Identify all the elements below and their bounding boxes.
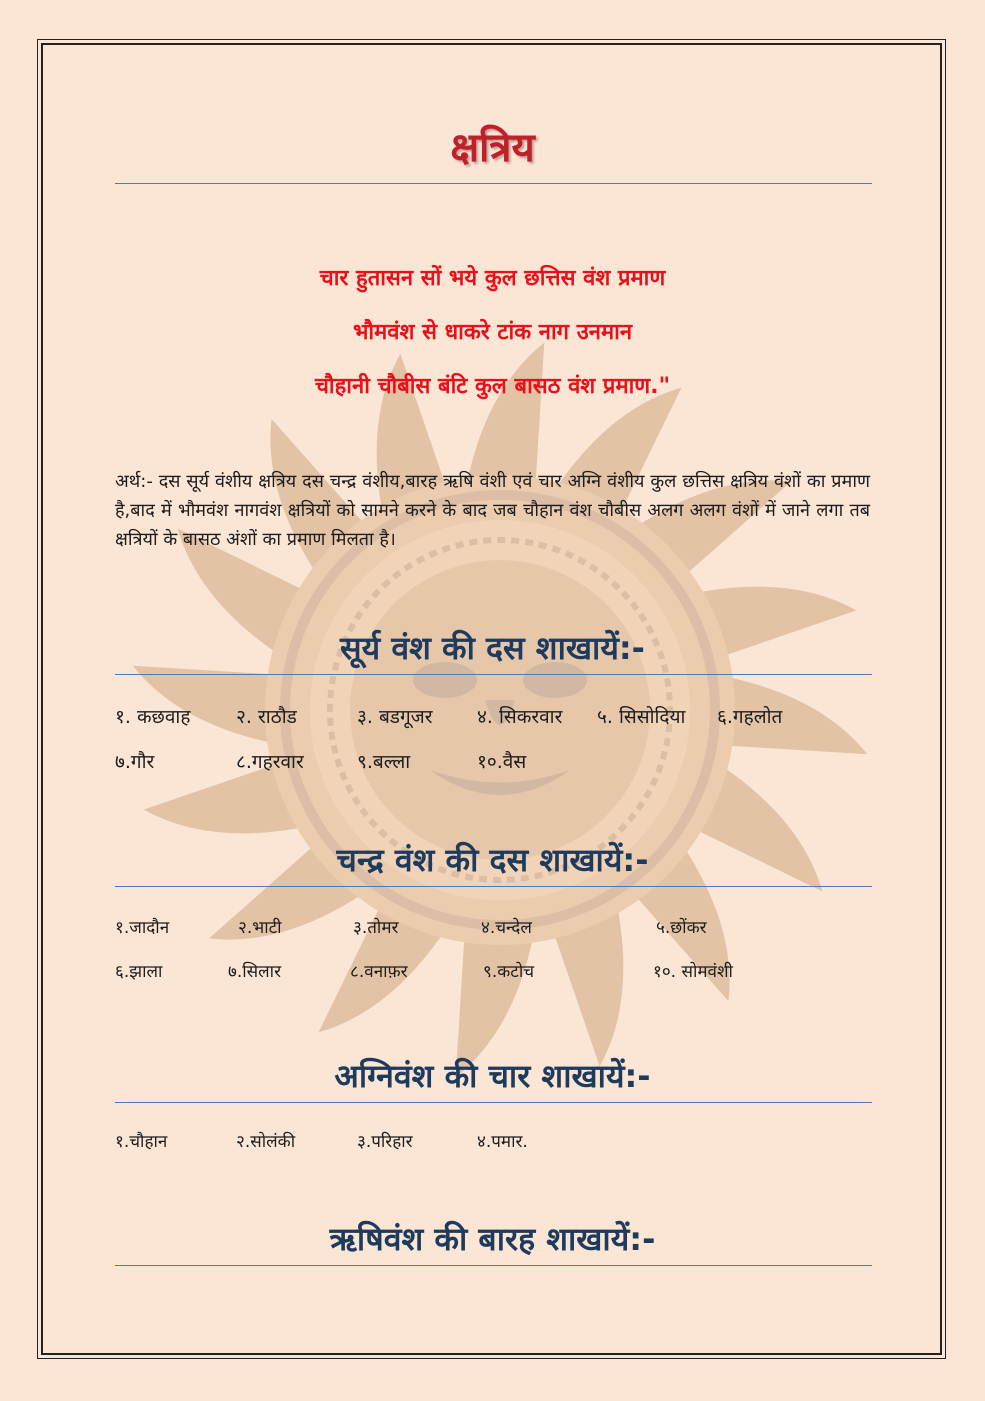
chandra-item: १.जादौन [115, 918, 170, 938]
surya-item: ८.गहरवार [236, 751, 304, 773]
rishi-heading: ऋषिवंश की बारह शाखायें:- [329, 1220, 656, 1258]
surya-item: १०.वैस [477, 751, 527, 773]
chandra-heading: चन्द्र वंश की दस शाखायें:- [336, 841, 649, 879]
surya-heading: सूर्य वंश की दस शाखायें:- [340, 629, 645, 667]
agni-item: १.चौहान [115, 1132, 168, 1152]
chandra-item: ७.सिलार [228, 962, 282, 982]
chandra-item: ३.तोमर [353, 918, 399, 938]
page-title: क्षत्रिय [450, 125, 535, 171]
chandra-item: ५.छोंकर [656, 918, 707, 938]
surya-divider [115, 674, 872, 675]
agni-item: ४.पमार. [477, 1132, 528, 1152]
verse-line-2: भौमवंश से धाकरे टांक नाग उनमान [352, 320, 633, 345]
surya-item: ५. सिसोदिया [597, 706, 686, 728]
rishi-divider [115, 1265, 872, 1266]
chandra-item: ६.झाला [115, 962, 163, 982]
verse-line-3: चौहानी चौबीस बंटि कुल बासठ वंश प्रमाण." [314, 374, 671, 399]
surya-item: ६.गहलोत [717, 706, 783, 728]
page-border-inner [41, 43, 942, 1355]
chandra-divider [115, 886, 872, 887]
agni-divider [115, 1102, 872, 1103]
agni-item: ३.परिहार [357, 1132, 413, 1152]
chandra-item: ९.कटोच [483, 962, 535, 982]
surya-item: ९.बल्ला [357, 751, 411, 773]
surya-item: १. कछवाह [115, 706, 191, 728]
surya-item: २. राठौड [236, 706, 297, 728]
agni-item: २.सोलंकी [236, 1132, 296, 1152]
agni-heading: अग्निवंश की चार शाखायें:- [334, 1057, 651, 1095]
title-divider [115, 183, 872, 184]
surya-item: ७.गौर [115, 751, 155, 773]
meaning-paragraph: अर्थ:- दस सूर्य वंशीय क्षत्रिय दस चन्द्र वंशीय,बारह ऋषि वंशी एवं चार अग्नि वंशीय कुल छत्तिस क्षत्रिय वंशों का प्रमाण है,बाद में भौमवंश नागवंश क्षत्रियों को सामने करने के बाद जब चौहान वंश चौबीस अलग अलग वंशों में जाने लगा तब क्षत्रियों के बासठ अंशों का प्रमाण मिलता है। [115, 471, 870, 550]
verse-line-1: चार हुतासन सों भये कुल छत्तिस वंश प्रमाण [319, 266, 666, 291]
chandra-item: १०. सोमवंशी [653, 962, 733, 982]
chandra-item: २.भाटी [238, 918, 282, 938]
surya-item: ४. सिकरवार [477, 706, 563, 728]
chandra-item: ८.वनाफ़र [350, 962, 408, 982]
surya-item: ३. बडगूजर [357, 706, 433, 728]
chandra-item: ४.चन्देल [481, 918, 532, 938]
